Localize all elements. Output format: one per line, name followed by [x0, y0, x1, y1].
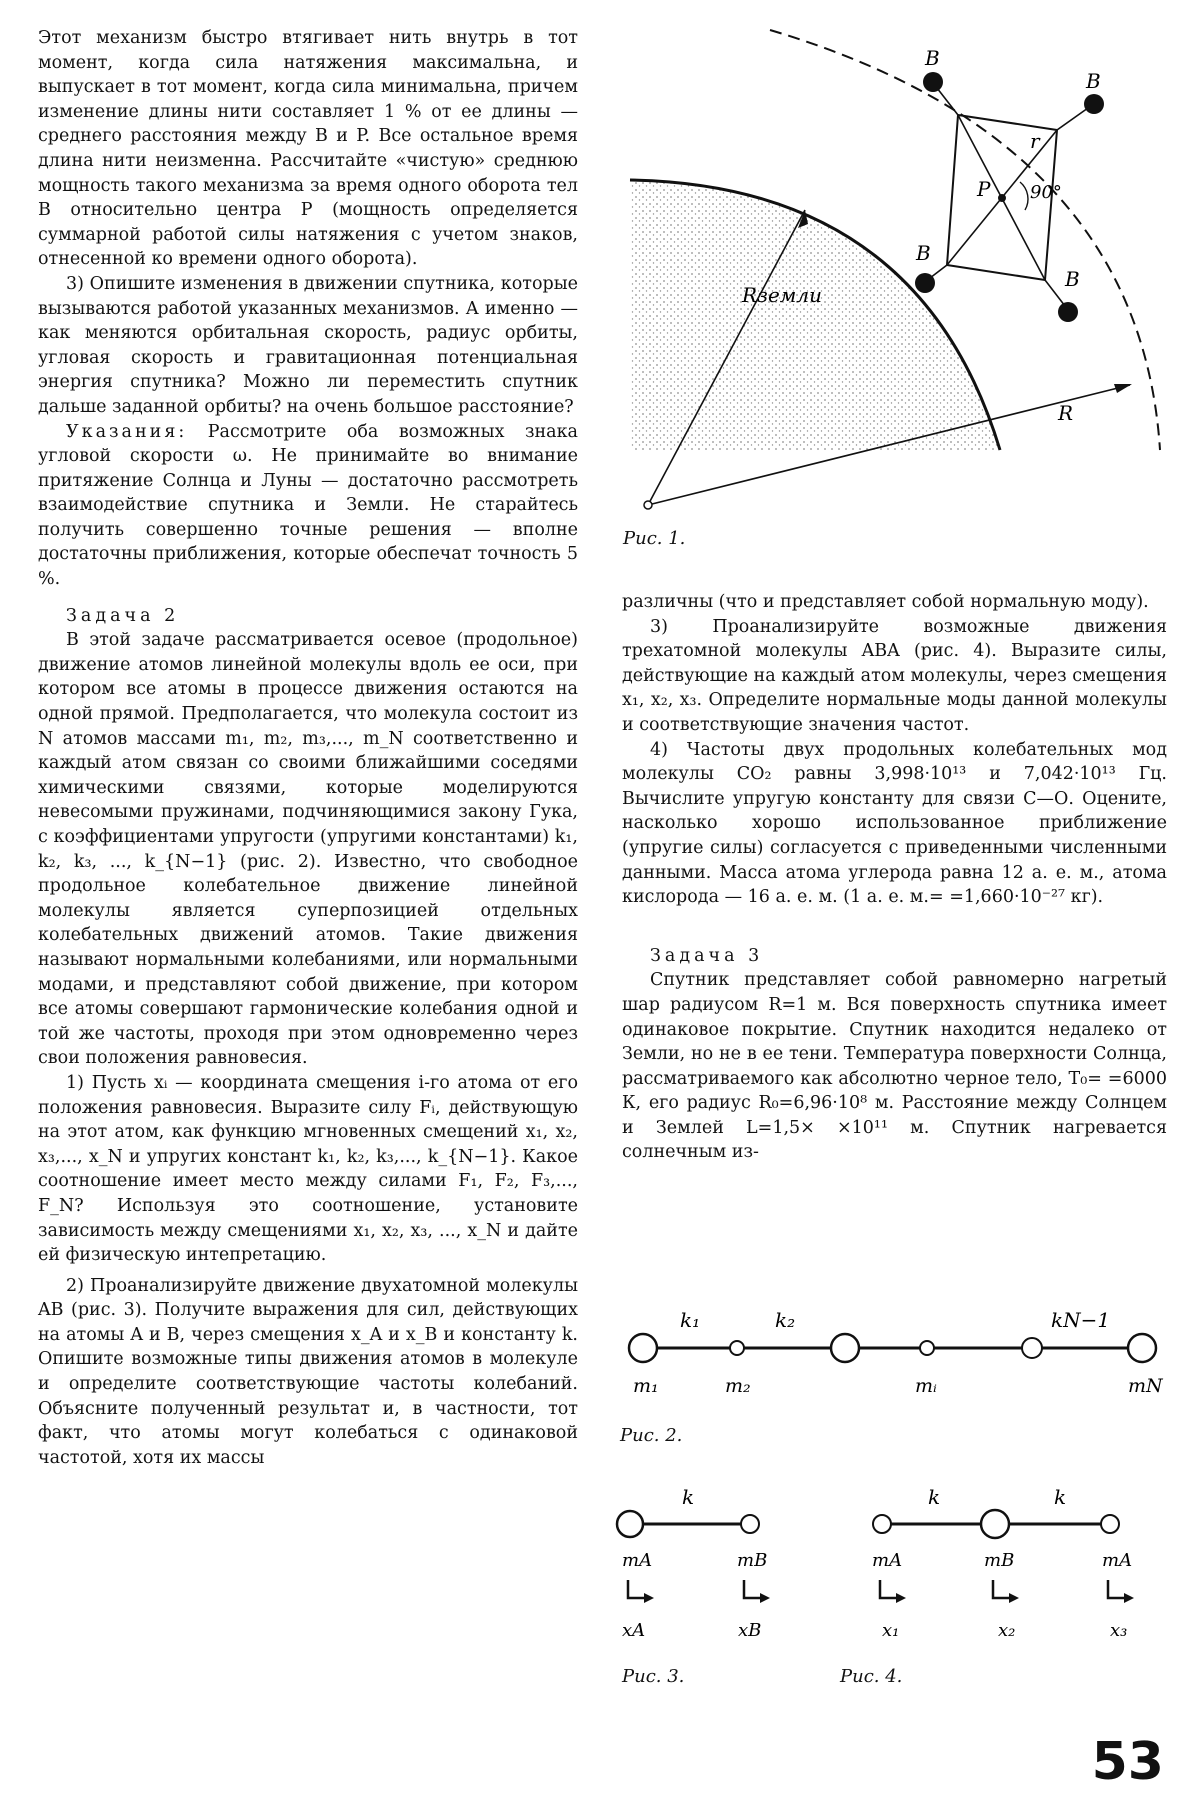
paragraph: различны (что и представляет собой нормальную моду).	[622, 592, 1149, 612]
label-B: B	[916, 241, 931, 265]
body-B	[923, 72, 943, 92]
right-column	[622, 590, 1167, 1165]
paragraph: 4) Частоты двух продольных колебательных мод молекулы CO₂ равны 3,998·10¹³ и 7,042·10¹³ Гц. Вычислите упругую константу для связи С—О. Оцените, насколько хорошо использованное приближение (упругие силы) согласуется с приведенными численными данными. Масса атома углерода равна 12 а. е. м., атома кислорода — 16 а. е. м. (1 а. е. м.= =1,660·10⁻²⁷ кг).	[622, 739, 1167, 908]
arrow-head	[1124, 1593, 1134, 1603]
label-mA: mA	[872, 1550, 903, 1571]
hint-paragraph	[38, 420, 578, 592]
label-m2: m₂	[725, 1375, 751, 1397]
fig2-caption: Рис. 2.	[620, 1425, 683, 1446]
label-k: k	[682, 1485, 695, 1509]
atom-B	[981, 1510, 1009, 1538]
atom	[831, 1334, 859, 1362]
label-B: B	[925, 46, 940, 70]
atom	[920, 1341, 934, 1355]
label-B: B	[1065, 267, 1080, 291]
hint-label: Указания:	[66, 421, 188, 442]
label-mN: mN	[1128, 1375, 1163, 1397]
arrow-head	[1114, 384, 1132, 393]
label-x3: x₃	[1110, 1620, 1128, 1641]
body-B	[1084, 94, 1104, 114]
paragraph: Спутник представляет собой равномерно нагретый шар радиусом R=1 м. Вся поверхность спутника имеет одинаковое покрытие. Спутник находится недалеко от Земли, но не в ее тени. Температура поверхности Солнца, рассматриваемого как абсолютно черное тело, T₀= =6000 К, его радиус R₀=6,96·10⁸ м. Расстояние между Солнцем и Землей L=1,5× ×10¹¹ м. Спутник нагревается солнечным из-	[622, 970, 1167, 1163]
arrow-head	[644, 1593, 654, 1603]
fig4-caption: Рис. 4.	[840, 1666, 903, 1687]
paragraph: 2) Проанализируйте движение двухатомной молекулы AB (рис. 3). Получите выражения для сил, действующих на атомы A и B, через смещения x_A и x_B и константу k. Опишите возможные типы движения атомов в молекуле и определите соответствующие частоты колебаний. Объясните полученный результат и, в частности, тот факт, что атомы могут колебаться с одинаковой частотой, хотя их массы	[38, 1275, 578, 1468]
hint-text: Рассмотрите оба возможных знака угловой скорости ω. Не принимайте во внимание притяжение Солнца и Луны — достаточно рассмотреть взаимодействие спутника и Земли. Не старайтесь получить совершенно точные решения — вполне достаточны приближения, которые обеспечат точность 5 %.	[38, 421, 578, 590]
label-angle: 90°	[1030, 182, 1062, 203]
label-r: r	[1030, 129, 1040, 153]
paragraph: 3) Проанализируйте возможные движения трехатомной молекулы ABA (рис. 4). Выразите силы, действующие на каждый атом молекулы, через смещения x₁, x₂, x₃. Определите нормальные моды данной молекулы и соответствующие значения частот.	[622, 616, 1167, 735]
page-number: 53	[1091, 1732, 1164, 1792]
label-xA: xA	[622, 1620, 646, 1641]
arrow-head	[1009, 1593, 1019, 1603]
task2-title: Задача 2	[66, 605, 180, 626]
center-P	[998, 194, 1006, 202]
label-x2: x₂	[998, 1620, 1016, 1641]
label-mi: mᵢ	[915, 1375, 937, 1397]
atom	[629, 1334, 657, 1362]
task3-title: Задача 3	[650, 945, 764, 966]
tether	[1057, 108, 1088, 130]
label-B: B	[1086, 69, 1101, 93]
center-point	[644, 501, 652, 509]
label-m1: m₁	[633, 1375, 659, 1397]
label-x1: x₁	[882, 1620, 900, 1641]
figure-2	[615, 1305, 1175, 1415]
arrow-head	[760, 1593, 770, 1603]
label-k2: k₂	[775, 1308, 796, 1332]
atom-A	[1101, 1515, 1119, 1533]
label-mB: mB	[984, 1550, 1015, 1571]
tether	[930, 265, 947, 278]
label-R-earth: Rземли	[742, 283, 822, 307]
label-k: k	[1054, 1485, 1067, 1509]
paragraph: В этой задаче рассматривается осевое (продольное) движение атомов линейной молекулы вдоль ее оси, при котором все атомы в процессе движения остаются на одной прямой. Предполагается, что молекула состоит из N атомов массами m₁, m₂, m₃,..., m_N соответственно и каждый атом связан со своими ближайшими соседями химическими связями, которые моделируются невесомыми пружинами, подчиняющимися закону Гука, с коэффициентами упругости (упругими константами) k₁, k₂, k₃, ..., k_{N−1} (рис. 2). Известно, что свободное продольное колебательное движение линейной молекулы является суперпозицией отдельных колебательных движений атомов. Такие движения называют нормальными колебаниями, или нормальными модами, и представляют собой движение, при котором все атомы совершают гармонические колебания одной и той же частоты, проходя при этом одновременно через свои положения равновесия.	[38, 630, 578, 1069]
atom	[730, 1341, 744, 1355]
label-P: P	[977, 177, 991, 201]
label-R: R	[1058, 401, 1074, 425]
atom-A	[873, 1515, 891, 1533]
fig1-caption: Рис. 1.	[623, 528, 686, 549]
atom	[1022, 1338, 1042, 1358]
label-kN1: kN−1	[1051, 1308, 1111, 1332]
body-B	[1058, 302, 1078, 322]
figure-1	[620, 20, 1180, 550]
body-B	[915, 273, 935, 293]
label-mB: mB	[737, 1550, 768, 1571]
label-mA: mA	[622, 1550, 653, 1571]
paragraph: Этот механизм быстро втягивает нить внутрь в тот момент, когда сила натяжения максимальна, и выпускает в тот момент, когда сила минимальна, причем изменение длины нити составляет 1 % от ее длины — среднего расстояния между B и P. Все остальное время длина нити неизменна. Рассчитайте «чистую» среднюю мощность такого механизма за время одного оборота тел B относительно центра P (мощность определяется суммарной работой силы натяжения с учетом знаков, отнесенной ко времени одного оборота).	[38, 28, 578, 270]
paragraph: 3) Опишите изменения в движении спутника, которые вызываются работой указанных механизмов. А именно — как меняются орбитальная скорость, радиус орбиты, угловая скорость и гравитационная потенциальная энергия спутника? Можно ли переместить спутник дальше заданной орбиты? на очень большое расстояние?	[38, 273, 578, 417]
label-xB: xB	[738, 1620, 762, 1641]
tether	[937, 88, 958, 115]
atom-B	[741, 1515, 759, 1533]
left-column	[38, 26, 578, 1470]
atom	[1128, 1334, 1156, 1362]
atom-A	[617, 1511, 643, 1537]
tether	[1045, 280, 1065, 306]
paragraph: 1) Пусть xᵢ — координата смещения i-го атома от его положения равновесия. Выразите силу Fᵢ, действующую на этот атом, как функцию мгновенных смещений x₁, x₂, x₃,..., x_N и упругих констант k₁, k₂, k₃,..., k_{N−1}. Какое соотношение имеет место между силами F₁, F₂, F₃,..., F_N? Используя это соотношение, установите зависимость между смещениями x₁, x₂, x₃, ..., x_N и дайте ей физическую интепретацию.	[38, 1072, 578, 1266]
figure-4	[858, 1478, 1168, 1658]
label-k: k	[928, 1485, 941, 1509]
label-mA: mA	[1102, 1550, 1133, 1571]
angle-arc	[1020, 182, 1028, 210]
figure-3	[610, 1478, 780, 1658]
label-k1: k₁	[680, 1308, 701, 1332]
arrow-head	[896, 1593, 906, 1603]
fig3-caption: Рис. 3.	[622, 1666, 685, 1687]
